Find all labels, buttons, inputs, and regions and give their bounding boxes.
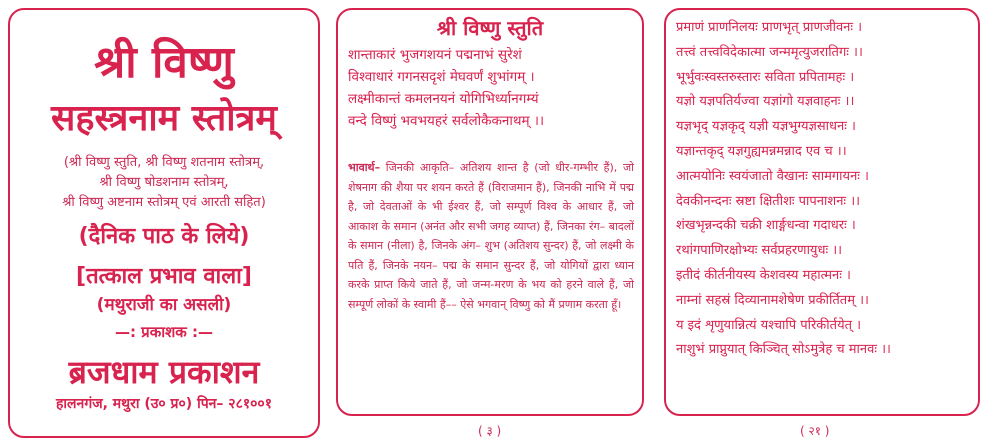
stotram-line: इतीदं कीर्तनीयस्य केशवस्य महात्मनः । bbox=[676, 267, 851, 283]
stotram-line: यज्ञो यज्ञपतिर्यज्वा यज्ञांगो यज्ञवाहनः ।। bbox=[676, 94, 855, 110]
stotram-line: प्रमाणं प्राणनिलयः प्राणभृत् प्राणजीवनः । bbox=[676, 20, 863, 35]
stotram-line: रथांगपाणिरक्षोभ्यः सर्वप्रहरणायुधः ।। bbox=[676, 243, 843, 259]
stotram-line: शंखभृन्नन्दकी चक्री शार्ङ्गधन्वा गदाधरः । bbox=[676, 218, 856, 234]
cover-title-line2: सहस्त्रनाम स्तोत्रम् bbox=[51, 98, 277, 139]
stuti-title: श्री विष्णु स्तुति bbox=[436, 16, 544, 40]
stotram-panel bbox=[664, 8, 980, 416]
cover-effect: [तत्काल प्रभाव वाला] bbox=[76, 264, 252, 289]
stotram-line: नाशुभं प्राप्नुयात् किञ्चित् सोऽमुत्रेह च मानवः ।। bbox=[676, 342, 891, 358]
cover-panel bbox=[8, 8, 320, 438]
stuti-verse: शान्ताकारं भुजगशयनं पद्मनाभं सुरेशं bbox=[348, 47, 522, 63]
page-number-21: ( २१ ) bbox=[800, 424, 830, 438]
stuti-verse: लक्ष्मीकान्तं कमलनयनं योगिभिर्ध्यानगम्यं bbox=[348, 91, 539, 107]
stotram-line: आत्मयोनिः स्वयंजातो वैखानः सामगायनः । bbox=[676, 168, 869, 184]
stuti-meaning-label: भावार्थ– bbox=[348, 161, 381, 174]
cover-publisher-label: —: प्रकाशक :— bbox=[114, 323, 214, 341]
cover-daily: (दैनिक पाठ के लिये) bbox=[78, 224, 250, 249]
cover-contents-line2: श्री विष्णु षोडशनाम स्तोत्रम्, bbox=[99, 175, 229, 190]
page-number-3: ( ३ ) bbox=[478, 424, 502, 438]
cover-contents-line1: (श्री विष्णु स्तुति, श्री विष्णु शतनाम स्तोत्रम्, bbox=[63, 155, 265, 170]
cover-publisher: ब्रजधाम प्रकाशन bbox=[68, 353, 260, 391]
cover-title-line1: श्री विष्णु bbox=[94, 37, 234, 88]
cover-address: हालनगंज, मथुरा (उ० प्र०) पिन– २८१००१ bbox=[56, 396, 272, 412]
stuti-verse: वन्दे विष्णुं भवभयहरं सर्वलोकैकनाथम् ।। bbox=[348, 113, 545, 129]
stotram-line: तत्त्वं तत्त्वविदेकात्मा जन्ममृत्युजरातिगः ।। bbox=[676, 44, 863, 60]
stuti-meaning bbox=[348, 158, 634, 314]
stotram-line: यज्ञान्तकृद् यज्ञगुह्यमन्नमन्नाद एव च ।। bbox=[676, 143, 847, 159]
stuti-panel bbox=[336, 8, 644, 416]
stotram-line: देवकीनन्दनः स्रष्टा क्षितीशः पापनाशनः ।। bbox=[676, 193, 861, 209]
stuti-meaning-text: जिनकी आकृति– अतिशय शान्त है (जो धीर-गम्भीर हैं), जो शेषनाग की शैया पर शयन करते हैं (विराजमान हैं), जिनकी नाभि में पद्म है, जो देवताओं के भी ईश्वर हैं, जो सम्पूर्ण विश्व के आधार हैं, जो आकाश के समान (अनंत और सभी जगह व्याप्त) हैं, जिनका रंग– बादलों के समान (नीला) है, जिनके अंग– शुभ (अतिशय सुन्दर) हैं, जो लक्ष्मी के पति हैं, जिनके नयन– पद्म के समान सुन्दर हैं, जो योगियों द्वारा ध्यान करके प्राप्त किये जाते हैं, जो जन्म-मरण के भय को हरने वाले हैं, जो सम्पूर्ण लोकों के स्वामी हैं–– ऐसे भगवान् विष्णु को मैं प्रणाम करता हूँ। bbox=[348, 161, 634, 311]
stotram-lines bbox=[676, 16, 970, 363]
stotram-line: नाम्नां सहस्रं दिव्यानामशेषेण प्रकीर्तितम् ।। bbox=[676, 292, 869, 308]
cover-origin: (मथुराजी का असली) bbox=[96, 295, 232, 315]
stuti-verse: विश्वाधारं गगनसदृशं मेघवर्णं शुभांगम् । bbox=[348, 69, 535, 85]
cover-contents-line3: श्री विष्णु अष्टनाम स्तोत्रम् एवं आरती सहित) bbox=[62, 195, 266, 210]
stotram-line: यज्ञभृद् यज्ञकृद् यज्ञी यज्ञभुग्यज्ञसाधनः । bbox=[676, 119, 856, 135]
stuti-verses bbox=[348, 44, 634, 132]
stotram-line: भूर्भुवःस्वस्तरुस्तारः सविता प्रपितामहः । bbox=[676, 69, 855, 85]
stotram-line: य इदं शृणुयान्नित्यं यश्चापि परिकीर्तयेत् । bbox=[676, 317, 862, 333]
